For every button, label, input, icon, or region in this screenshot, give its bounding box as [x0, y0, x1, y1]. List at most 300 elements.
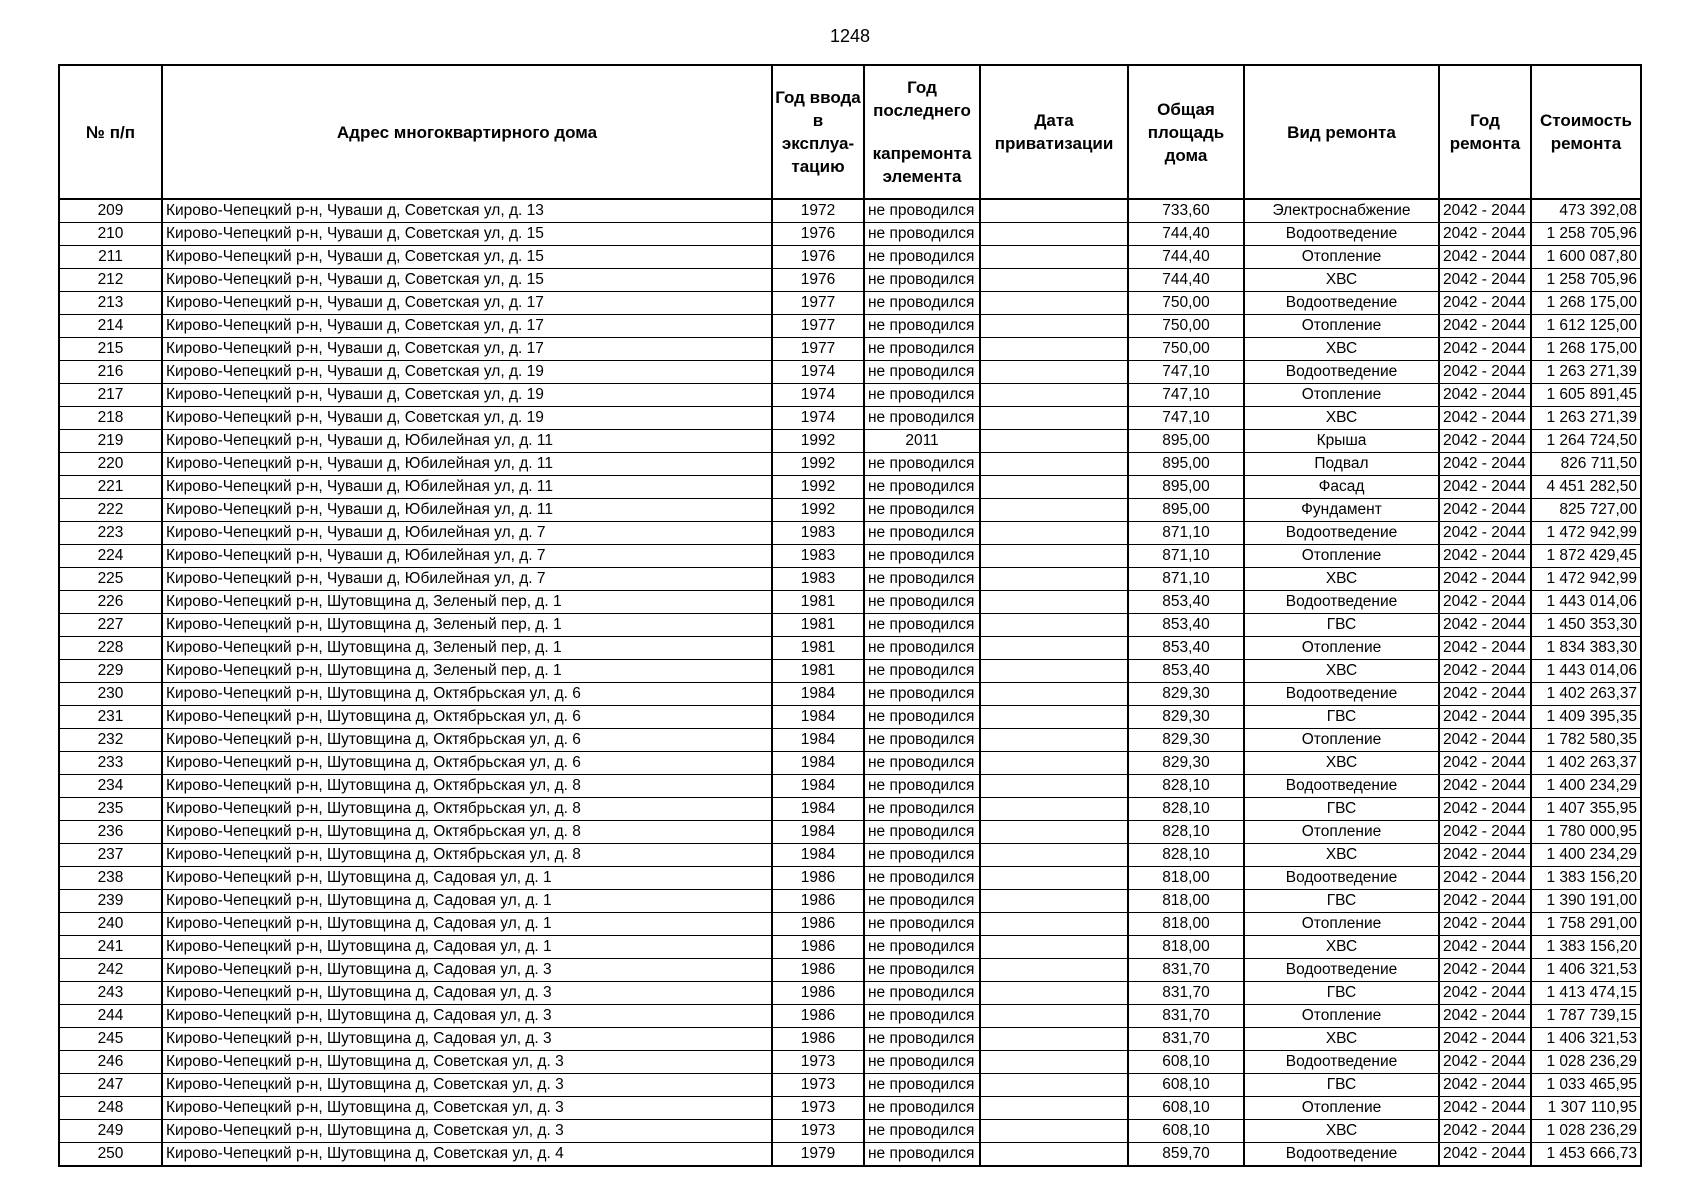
- cell-repair-year: 2042 - 2044: [1439, 1051, 1531, 1074]
- cell-repair-year: 2042 - 2044: [1439, 269, 1531, 292]
- cell-year-built: 1986: [772, 936, 864, 959]
- cell-repair-type: ГВС: [1244, 798, 1439, 821]
- cell-num: 209: [59, 199, 162, 223]
- cell-cost: 1 453 666,73: [1531, 1143, 1641, 1167]
- cell-cost: 1 258 705,96: [1531, 269, 1641, 292]
- cell-area: 895,00: [1128, 476, 1244, 499]
- cell-year-built: 1984: [772, 752, 864, 775]
- cell-area: 829,30: [1128, 729, 1244, 752]
- cell-area: 747,10: [1128, 361, 1244, 384]
- cell-area: 608,10: [1128, 1120, 1244, 1143]
- cell-cost: 1 472 942,99: [1531, 522, 1641, 545]
- table-row: [59, 499, 1641, 522]
- cell-area: 750,00: [1128, 292, 1244, 315]
- page-number: 1248: [829, 26, 871, 46]
- cell-year-built: 1986: [772, 890, 864, 913]
- cell-repair-type: Водоотведение: [1244, 1143, 1439, 1167]
- cell-privatization: [980, 1074, 1128, 1097]
- table-body: [59, 199, 1641, 1166]
- table-row: [59, 522, 1641, 545]
- table-row: [59, 315, 1641, 338]
- cell-area: 828,10: [1128, 798, 1244, 821]
- cell-privatization: [980, 476, 1128, 499]
- cell-area: 733,60: [1128, 199, 1244, 223]
- table-row: [59, 706, 1641, 729]
- cell-num: 220: [59, 453, 162, 476]
- cell-area: 853,40: [1128, 637, 1244, 660]
- cell-repair-type: ХВС: [1244, 338, 1439, 361]
- cell-last-repair: не проводился: [864, 660, 980, 683]
- cell-address: Кирово-Чепецкий р-н, Чуваши д, Юбилейная ул, д. 11: [162, 499, 772, 522]
- cell-num: 246: [59, 1051, 162, 1074]
- cell-repair-year: 2042 - 2044: [1439, 522, 1531, 545]
- table-row: [59, 798, 1641, 821]
- table-row: [59, 775, 1641, 798]
- header-year-last-repair: [864, 65, 980, 199]
- cell-repair-year: 2042 - 2044: [1439, 729, 1531, 752]
- cell-address: Кирово-Чепецкий р-н, Чуваши д, Советская ул, д. 17: [162, 338, 772, 361]
- cell-area: 747,10: [1128, 407, 1244, 430]
- cell-num: 217: [59, 384, 162, 407]
- cell-repair-year: 2042 - 2044: [1439, 246, 1531, 269]
- cell-last-repair: не проводился: [864, 384, 980, 407]
- cell-num: 247: [59, 1074, 162, 1097]
- cell-cost: 1 406 321,53: [1531, 1028, 1641, 1051]
- cell-year-built: 1984: [772, 729, 864, 752]
- cell-privatization: [980, 591, 1128, 614]
- cell-privatization: [980, 1028, 1128, 1051]
- cell-address: Кирово-Чепецкий р-н, Шутовщина д, Советская ул, д. 3: [162, 1120, 772, 1143]
- cell-repair-type: Водоотведение: [1244, 522, 1439, 545]
- cell-address: Кирово-Чепецкий р-н, Шутовщина д, Садовая ул, д. 3: [162, 1028, 772, 1051]
- cell-last-repair: не проводился: [864, 982, 980, 1005]
- cell-repair-type: ХВС: [1244, 1028, 1439, 1051]
- cell-cost: 1 028 236,29: [1531, 1120, 1641, 1143]
- cell-last-repair: не проводился: [864, 223, 980, 246]
- cell-year-built: 1976: [772, 246, 864, 269]
- cell-area: 750,00: [1128, 338, 1244, 361]
- cell-num: 232: [59, 729, 162, 752]
- cell-address: Кирово-Чепецкий р-н, Чуваши д, Советская ул, д. 15: [162, 223, 772, 246]
- cell-address: Кирово-Чепецкий р-н, Шутовщина д, Садовая ул, д. 1: [162, 867, 772, 890]
- cell-year-built: 1983: [772, 522, 864, 545]
- cell-repair-type: Фасад: [1244, 476, 1439, 499]
- cell-repair-year: 2042 - 2044: [1439, 798, 1531, 821]
- table-header: [59, 65, 1641, 199]
- cell-year-built: 1986: [772, 1028, 864, 1051]
- cell-repair-year: 2042 - 2044: [1439, 223, 1531, 246]
- cell-address: Кирово-Чепецкий р-н, Чуваши д, Юбилейная ул, д. 11: [162, 476, 772, 499]
- cell-last-repair: не проводился: [864, 568, 980, 591]
- header-repair-type: Вид ремонта: [1244, 65, 1439, 199]
- cell-last-repair: не проводился: [864, 821, 980, 844]
- cell-year-built: 1977: [772, 338, 864, 361]
- cell-num: 219: [59, 430, 162, 453]
- cell-num: 216: [59, 361, 162, 384]
- cell-repair-year: 2042 - 2044: [1439, 568, 1531, 591]
- cell-privatization: [980, 729, 1128, 752]
- cell-year-built: 1986: [772, 913, 864, 936]
- cell-year-built: 1973: [772, 1051, 864, 1074]
- cell-address: Кирово-Чепецкий р-н, Шутовщина д, Октябрьская ул, д. 8: [162, 844, 772, 867]
- cell-last-repair: не проводился: [864, 1028, 980, 1051]
- cell-privatization: [980, 292, 1128, 315]
- header-repair-year: Год ремонта: [1439, 65, 1531, 199]
- cell-num: 242: [59, 959, 162, 982]
- cell-privatization: [980, 499, 1128, 522]
- table-row: [59, 1051, 1641, 1074]
- cell-repair-year: 2042 - 2044: [1439, 476, 1531, 499]
- cell-privatization: [980, 867, 1128, 890]
- cell-repair-type: ХВС: [1244, 660, 1439, 683]
- cell-address: Кирово-Чепецкий р-н, Шутовщина д, Садовая ул, д. 3: [162, 959, 772, 982]
- cell-last-repair: не проводился: [864, 476, 980, 499]
- table-row: [59, 407, 1641, 430]
- cell-last-repair: 2011: [864, 430, 980, 453]
- cell-cost: 1 600 087,80: [1531, 246, 1641, 269]
- cell-last-repair: не проводился: [864, 798, 980, 821]
- cell-last-repair: не проводился: [864, 1074, 980, 1097]
- cell-address: Кирово-Чепецкий р-н, Шутовщина д, Октябрьская ул, д. 8: [162, 775, 772, 798]
- cell-repair-type: ХВС: [1244, 752, 1439, 775]
- cell-area: 831,70: [1128, 982, 1244, 1005]
- cell-area: 744,40: [1128, 246, 1244, 269]
- cell-year-built: 1981: [772, 614, 864, 637]
- cell-cost: 1 443 014,06: [1531, 591, 1641, 614]
- cell-repair-type: ХВС: [1244, 568, 1439, 591]
- cell-repair-type: Отопление: [1244, 246, 1439, 269]
- cell-repair-year: 2042 - 2044: [1439, 361, 1531, 384]
- cell-privatization: [980, 683, 1128, 706]
- cell-num: 249: [59, 1120, 162, 1143]
- cell-privatization: [980, 821, 1128, 844]
- cell-cost: 1 402 263,37: [1531, 752, 1641, 775]
- cell-area: 750,00: [1128, 315, 1244, 338]
- cell-repair-year: 2042 - 2044: [1439, 821, 1531, 844]
- cell-last-repair: не проводился: [864, 1143, 980, 1167]
- cell-num: 227: [59, 614, 162, 637]
- cell-cost: 4 451 282,50: [1531, 476, 1641, 499]
- cell-privatization: [980, 361, 1128, 384]
- cell-repair-type: Водоотведение: [1244, 683, 1439, 706]
- cell-address: Кирово-Чепецкий р-н, Шутовщина д, Октябрьская ул, д. 8: [162, 821, 772, 844]
- table-row: [59, 867, 1641, 890]
- table-row: [59, 1005, 1641, 1028]
- table-row: [59, 660, 1641, 683]
- cell-num: 213: [59, 292, 162, 315]
- cell-cost: 1 450 353,30: [1531, 614, 1641, 637]
- cell-repair-year: 2042 - 2044: [1439, 453, 1531, 476]
- cell-privatization: [980, 844, 1128, 867]
- cell-cost: 473 392,08: [1531, 199, 1641, 223]
- cell-privatization: [980, 568, 1128, 591]
- header-privatization: Дата приватизации: [980, 65, 1128, 199]
- cell-repair-type: Водоотведение: [1244, 959, 1439, 982]
- cell-area: 853,40: [1128, 660, 1244, 683]
- cell-last-repair: не проводился: [864, 361, 980, 384]
- header-num: № п/п: [59, 65, 162, 199]
- cell-last-repair: не проводился: [864, 706, 980, 729]
- cell-last-repair: не проводился: [864, 959, 980, 982]
- cell-last-repair: не проводился: [864, 936, 980, 959]
- cell-last-repair: не проводился: [864, 292, 980, 315]
- cell-area: 859,70: [1128, 1143, 1244, 1167]
- cell-year-built: 1973: [772, 1074, 864, 1097]
- cell-area: 828,10: [1128, 844, 1244, 867]
- cell-privatization: [980, 706, 1128, 729]
- cell-repair-type: ГВС: [1244, 706, 1439, 729]
- cell-privatization: [980, 1051, 1128, 1074]
- cell-last-repair: не проводился: [864, 1005, 980, 1028]
- cell-year-built: 1974: [772, 407, 864, 430]
- cell-num: 223: [59, 522, 162, 545]
- cell-address: Кирово-Чепецкий р-н, Шутовщина д, Зеленый пер, д. 1: [162, 660, 772, 683]
- cell-num: 233: [59, 752, 162, 775]
- cell-repair-type: Отопление: [1244, 384, 1439, 407]
- header-address: Адрес многоквартирного дома: [162, 65, 772, 199]
- cell-cost: 826 711,50: [1531, 453, 1641, 476]
- cell-last-repair: не проводился: [864, 246, 980, 269]
- cell-last-repair: не проводился: [864, 315, 980, 338]
- cell-privatization: [980, 959, 1128, 982]
- cell-repair-year: 2042 - 2044: [1439, 407, 1531, 430]
- cell-repair-type: Водоотведение: [1244, 1051, 1439, 1074]
- cell-repair-type: ХВС: [1244, 407, 1439, 430]
- cell-cost: 1 268 175,00: [1531, 292, 1641, 315]
- cell-privatization: [980, 199, 1128, 223]
- cell-address: Кирово-Чепецкий р-н, Шутовщина д, Садовая ул, д. 1: [162, 890, 772, 913]
- cell-privatization: [980, 660, 1128, 683]
- cell-cost: 1 407 355,95: [1531, 798, 1641, 821]
- cell-year-built: 1984: [772, 683, 864, 706]
- header-area: Общая площадь дома: [1128, 65, 1244, 199]
- cell-privatization: [980, 453, 1128, 476]
- cell-area: 829,30: [1128, 683, 1244, 706]
- cell-address: Кирово-Чепецкий р-н, Шутовщина д, Садовая ул, д. 1: [162, 913, 772, 936]
- cell-cost: 1 263 271,39: [1531, 361, 1641, 384]
- header-year-last-bottom: капремонта элемента: [872, 144, 972, 186]
- cell-repair-type: Водоотведение: [1244, 867, 1439, 890]
- cell-area: 895,00: [1128, 499, 1244, 522]
- cell-year-built: 1981: [772, 591, 864, 614]
- table-row: [59, 476, 1641, 499]
- cell-address: Кирово-Чепецкий р-н, Чуваши д, Советская ул, д. 19: [162, 384, 772, 407]
- cell-num: 226: [59, 591, 162, 614]
- cell-year-built: 1981: [772, 660, 864, 683]
- table-row: [59, 890, 1641, 913]
- cell-repair-year: 2042 - 2044: [1439, 867, 1531, 890]
- cell-num: 241: [59, 936, 162, 959]
- table-row: [59, 936, 1641, 959]
- cell-year-built: 1977: [772, 292, 864, 315]
- cell-repair-year: 2042 - 2044: [1439, 199, 1531, 223]
- cell-repair-year: 2042 - 2044: [1439, 844, 1531, 867]
- cell-num: 237: [59, 844, 162, 867]
- cell-area: 871,10: [1128, 522, 1244, 545]
- cell-num: 239: [59, 890, 162, 913]
- cell-privatization: [980, 798, 1128, 821]
- cell-year-built: 1983: [772, 545, 864, 568]
- cell-repair-year: 2042 - 2044: [1439, 1097, 1531, 1120]
- cell-last-repair: не проводился: [864, 913, 980, 936]
- cell-repair-year: 2042 - 2044: [1439, 775, 1531, 798]
- cell-cost: 1 390 191,00: [1531, 890, 1641, 913]
- cell-year-built: 1974: [772, 384, 864, 407]
- cell-privatization: [980, 246, 1128, 269]
- cell-repair-year: 2042 - 2044: [1439, 614, 1531, 637]
- table-row: [59, 913, 1641, 936]
- cell-year-built: 1976: [772, 269, 864, 292]
- cell-cost: 1 402 263,37: [1531, 683, 1641, 706]
- cell-repair-type: ГВС: [1244, 982, 1439, 1005]
- table-row: [59, 269, 1641, 292]
- cell-repair-year: 2042 - 2044: [1439, 936, 1531, 959]
- cell-last-repair: не проводился: [864, 407, 980, 430]
- cell-num: 243: [59, 982, 162, 1005]
- cell-year-built: 1992: [772, 476, 864, 499]
- cell-area: 608,10: [1128, 1051, 1244, 1074]
- cell-repair-year: 2042 - 2044: [1439, 913, 1531, 936]
- cell-privatization: [980, 522, 1128, 545]
- cell-area: 744,40: [1128, 223, 1244, 246]
- cell-last-repair: не проводился: [864, 1051, 980, 1074]
- cell-address: Кирово-Чепецкий р-н, Шутовщина д, Октябрьская ул, д. 6: [162, 683, 772, 706]
- cell-area: 829,30: [1128, 706, 1244, 729]
- cell-year-built: 1979: [772, 1143, 864, 1167]
- cell-year-built: 1976: [772, 223, 864, 246]
- cell-cost: 1 834 383,30: [1531, 637, 1641, 660]
- cell-area: 744,40: [1128, 269, 1244, 292]
- cell-cost: 1 268 175,00: [1531, 338, 1641, 361]
- cell-last-repair: не проводился: [864, 1097, 980, 1120]
- cell-num: 218: [59, 407, 162, 430]
- cell-last-repair: не проводился: [864, 867, 980, 890]
- cell-last-repair: не проводился: [864, 775, 980, 798]
- cell-address: Кирово-Чепецкий р-н, Чуваши д, Юбилейная ул, д. 7: [162, 568, 772, 591]
- table-row: [59, 959, 1641, 982]
- cell-cost: 1 472 942,99: [1531, 568, 1641, 591]
- cell-last-repair: не проводился: [864, 269, 980, 292]
- cell-year-built: 1977: [772, 315, 864, 338]
- cell-area: 871,10: [1128, 545, 1244, 568]
- cell-repair-type: Отопление: [1244, 821, 1439, 844]
- cell-cost: 1 033 465,95: [1531, 1074, 1641, 1097]
- cell-cost: 1 780 000,95: [1531, 821, 1641, 844]
- cell-repair-year: 2042 - 2044: [1439, 683, 1531, 706]
- cell-cost: 1 612 125,00: [1531, 315, 1641, 338]
- table-row: [59, 246, 1641, 269]
- cell-repair-type: Водоотведение: [1244, 591, 1439, 614]
- cell-repair-year: 2042 - 2044: [1439, 1005, 1531, 1028]
- cell-num: 215: [59, 338, 162, 361]
- cell-repair-type: Водоотведение: [1244, 361, 1439, 384]
- cell-last-repair: не проводился: [864, 637, 980, 660]
- cell-repair-year: 2042 - 2044: [1439, 292, 1531, 315]
- cell-address: Кирово-Чепецкий р-н, Шутовщина д, Садовая ул, д. 1: [162, 936, 772, 959]
- cell-year-built: 1984: [772, 844, 864, 867]
- cell-cost: 1 307 110,95: [1531, 1097, 1641, 1120]
- table-row: [59, 614, 1641, 637]
- table-row: [59, 1120, 1641, 1143]
- table-row: [59, 384, 1641, 407]
- cell-privatization: [980, 936, 1128, 959]
- cell-area: 853,40: [1128, 614, 1244, 637]
- cell-num: 212: [59, 269, 162, 292]
- cell-repair-type: Водоотведение: [1244, 223, 1439, 246]
- cell-privatization: [980, 775, 1128, 798]
- cell-cost: 825 727,00: [1531, 499, 1641, 522]
- table-row: [59, 1074, 1641, 1097]
- cell-repair-type: Отопление: [1244, 545, 1439, 568]
- cell-cost: 1 264 724,50: [1531, 430, 1641, 453]
- table-row: [59, 1028, 1641, 1051]
- cell-year-built: 1981: [772, 637, 864, 660]
- cell-cost: 1 409 395,35: [1531, 706, 1641, 729]
- cell-repair-year: 2042 - 2044: [1439, 315, 1531, 338]
- cell-area: 818,00: [1128, 890, 1244, 913]
- cell-address: Кирово-Чепецкий р-н, Чуваши д, Юбилейная ул, д. 7: [162, 522, 772, 545]
- cell-privatization: [980, 1005, 1128, 1028]
- table-row: [59, 591, 1641, 614]
- cell-privatization: [980, 545, 1128, 568]
- cell-repair-year: 2042 - 2044: [1439, 752, 1531, 775]
- cell-area: 828,10: [1128, 775, 1244, 798]
- cell-num: 245: [59, 1028, 162, 1051]
- cell-cost: 1 258 705,96: [1531, 223, 1641, 246]
- cell-repair-year: 2042 - 2044: [1439, 1143, 1531, 1167]
- cell-repair-year: 2042 - 2044: [1439, 890, 1531, 913]
- cell-privatization: [980, 407, 1128, 430]
- cell-cost: 1 028 236,29: [1531, 1051, 1641, 1074]
- cell-repair-year: 2042 - 2044: [1439, 1120, 1531, 1143]
- cell-area: 895,00: [1128, 430, 1244, 453]
- cell-repair-type: ХВС: [1244, 1120, 1439, 1143]
- cell-year-built: 1984: [772, 821, 864, 844]
- cell-cost: 1 400 234,29: [1531, 844, 1641, 867]
- cell-last-repair: не проводился: [864, 499, 980, 522]
- cell-num: 234: [59, 775, 162, 798]
- cell-cost: 1 443 014,06: [1531, 660, 1641, 683]
- cell-repair-type: Отопление: [1244, 315, 1439, 338]
- table-row: [59, 338, 1641, 361]
- cell-address: Кирово-Чепецкий р-н, Чуваши д, Советская ул, д. 17: [162, 292, 772, 315]
- cell-year-built: 1984: [772, 775, 864, 798]
- cell-cost: 1 758 291,00: [1531, 913, 1641, 936]
- cell-num: 221: [59, 476, 162, 499]
- cell-year-built: 1984: [772, 798, 864, 821]
- cell-repair-year: 2042 - 2044: [1439, 1028, 1531, 1051]
- cell-area: 831,70: [1128, 1005, 1244, 1028]
- cell-address: Кирово-Чепецкий р-н, Чуваши д, Советская ул, д. 13: [162, 199, 772, 223]
- cell-address: Кирово-Чепецкий р-н, Шутовщина д, Садовая ул, д. 3: [162, 1005, 772, 1028]
- cell-privatization: [980, 315, 1128, 338]
- cell-last-repair: не проводился: [864, 844, 980, 867]
- cell-year-built: 1972: [772, 199, 864, 223]
- cell-address: Кирово-Чепецкий р-н, Шутовщина д, Октябрьская ул, д. 8: [162, 798, 772, 821]
- cell-address: Кирово-Чепецкий р-н, Чуваши д, Юбилейная ул, д. 11: [162, 430, 772, 453]
- table-row: [59, 361, 1641, 384]
- table-row: [59, 752, 1641, 775]
- cell-num: 225: [59, 568, 162, 591]
- cell-address: Кирово-Чепецкий р-н, Шутовщина д, Советская ул, д. 3: [162, 1051, 772, 1074]
- cell-address: Кирово-Чепецкий р-н, Шутовщина д, Октябрьская ул, д. 6: [162, 706, 772, 729]
- cell-area: 853,40: [1128, 591, 1244, 614]
- cell-repair-year: 2042 - 2044: [1439, 982, 1531, 1005]
- repair-schedule-table: [58, 64, 1642, 1167]
- table-row: [59, 545, 1641, 568]
- cell-num: 236: [59, 821, 162, 844]
- cell-area: 818,00: [1128, 936, 1244, 959]
